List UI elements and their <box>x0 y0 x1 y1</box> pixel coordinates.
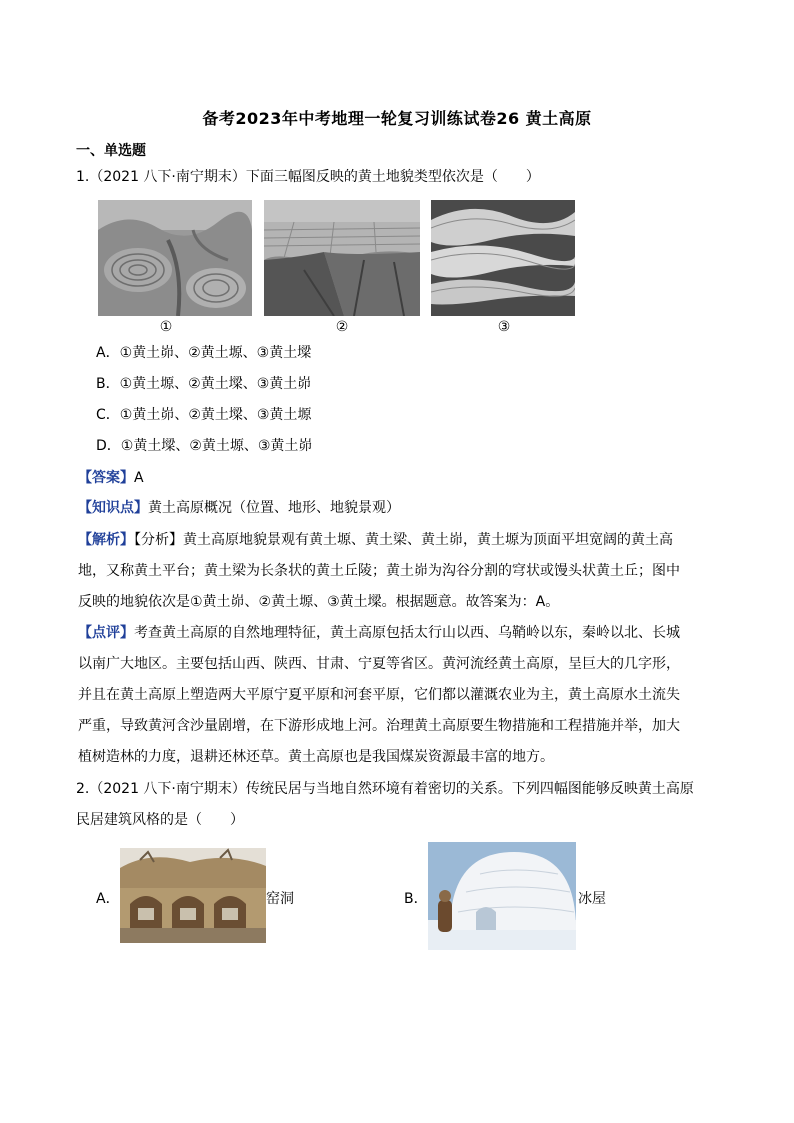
q2-stem-line-2: 民居建筑风格的是（ ） <box>76 812 244 828</box>
q1-option-c[interactable]: C．①黄土峁、②黄土墚、③黄土塬 <box>96 407 312 423</box>
q1-option-a[interactable]: A．①黄土峁、②黄土塬、③黄土墚 <box>96 345 312 361</box>
analysis-tag: 【解析】 <box>78 532 134 548</box>
answer-value: A <box>134 470 144 486</box>
q1-option-b[interactable]: B．①黄土塬、②黄土墚、③黄土峁 <box>96 376 312 392</box>
knowledge-tag: 【知识点】 <box>78 500 148 516</box>
knowledge-line <box>78 497 400 517</box>
loess-mao-photo <box>98 200 252 316</box>
answer-tag: 【答案】 <box>78 470 134 486</box>
answer-line <box>78 467 144 487</box>
loess-yuan-photo <box>264 200 420 316</box>
q2-stem-line-1: 2.（2021 八下·南宁期末）传统民居与当地自然环境有着密切的关系。下列四幅图能够反映黄土高原 <box>76 781 694 797</box>
comment-line-5: 植树造林的力度，退耕还林还草。黄土高原也是我国煤炭资源最丰富的地方。 <box>78 749 554 765</box>
q2-option-b-label[interactable]: 冰屋 <box>578 891 606 907</box>
analysis-line-2: 地，又称黄土平台；黄土梁为长条状的黄土丘陵；黄土峁为沟谷分割的穹状或馒头状黄土丘；图中 <box>78 563 680 579</box>
section-heading: 一、单选题 <box>76 143 146 159</box>
knowledge-value: 黄土高原概况（位置、地形、地貌景观） <box>148 500 400 516</box>
q2-option-b-letter[interactable]: B． <box>404 891 428 907</box>
cave-dwelling-photo[interactable] <box>120 848 266 943</box>
q2-option-a-label[interactable]: 窑洞 <box>266 891 294 907</box>
analysis-text-1: 【分析】黄土高原地貌景观有黄土塬、黄土梁、黄土峁，黄土塬为顶面平坦宽阔的黄土高 <box>134 532 673 548</box>
igloo-photo[interactable] <box>428 842 576 950</box>
q1-option-d[interactable]: D．①黄土墚、②黄土塬、③黄土峁 <box>96 438 313 454</box>
comment-line-1 <box>78 622 680 642</box>
q2-option-a-letter[interactable]: A． <box>96 891 120 907</box>
comment-line-4: 严重，导致黄河含沙量剧增，在下游形成地上河。治理黄土高原要生物措施和工程措施并举，加大 <box>78 718 680 734</box>
page-title: 备考2023年中考地理一轮复习训练试卷26 黄土高原 <box>202 109 592 128</box>
q1-stem: 1.（2021 八下·南宁期末）下面三幅图反映的黄土地貌类型依次是（ ） <box>76 169 540 185</box>
comment-line-2: 以南广大地区。主要包括山西、陕西、甘肃、宁夏等省区。黄河流经黄土高原，呈巨大的几字形， <box>78 656 680 672</box>
analysis-line-1 <box>78 529 673 549</box>
analysis-line-3: 反映的地貌依次是①黄土峁、②黄土塬、③黄土墚。根据题意。故答案为：A。 <box>78 594 560 610</box>
comment-tag: 【点评】 <box>78 625 134 641</box>
comment-text-1: 考查黄土高原的自然地理特征，黄土高原包括太行山以西、乌鞘岭以东，秦岭以北、长城 <box>134 625 680 641</box>
photo-caption-1: ① <box>159 319 173 335</box>
photo-caption-2: ② <box>335 319 349 335</box>
photo-caption-3: ③ <box>497 319 511 335</box>
loess-liang-photo <box>431 200 575 316</box>
comment-line-3: 并且在黄土高原上塑造两大平原宁夏平原和河套平原，它们都以灌溉农业为主，黄土高原水土流失 <box>78 687 680 703</box>
